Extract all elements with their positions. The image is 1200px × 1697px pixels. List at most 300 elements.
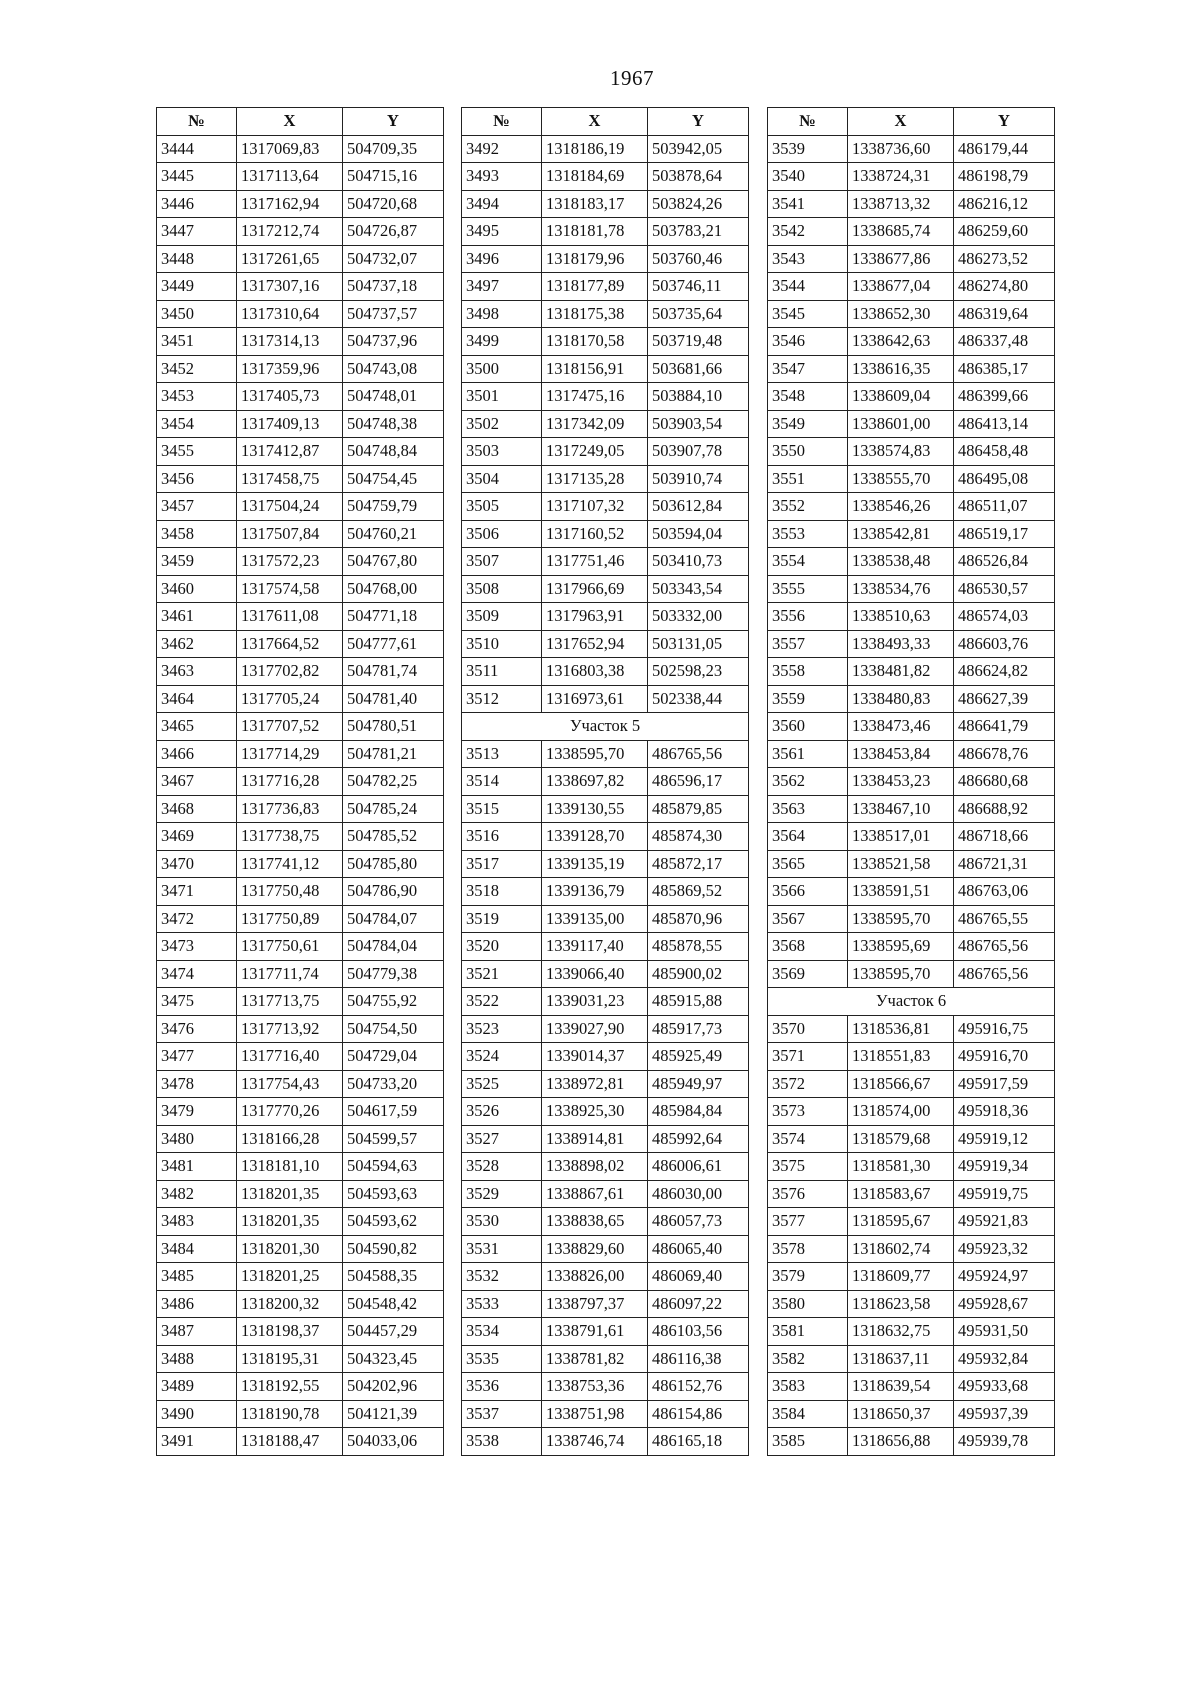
x-coordinate-cell: 1339135,00 bbox=[542, 905, 648, 933]
y-coordinate-cell: 495928,67 bbox=[954, 1290, 1055, 1318]
point-number-cell: 3533 bbox=[462, 1290, 542, 1318]
y-coordinate-cell: 504720,68 bbox=[343, 190, 444, 218]
point-number-cell: 3448 bbox=[157, 245, 237, 273]
point-number-cell: 3573 bbox=[768, 1098, 848, 1126]
x-coordinate-cell: 1317707,52 bbox=[237, 713, 343, 741]
table-row bbox=[768, 300, 1055, 328]
x-coordinate-cell: 1338546,26 bbox=[848, 493, 954, 521]
x-coordinate-cell: 1318201,25 bbox=[237, 1263, 343, 1291]
table-row bbox=[157, 905, 444, 933]
table-row bbox=[157, 1015, 444, 1043]
x-coordinate-cell: 1318201,35 bbox=[237, 1208, 343, 1236]
x-coordinate-cell: 1339014,37 bbox=[542, 1043, 648, 1071]
point-number-cell: 3454 bbox=[157, 410, 237, 438]
x-coordinate-cell: 1339027,90 bbox=[542, 1015, 648, 1043]
point-number-cell: 3539 bbox=[768, 135, 848, 163]
y-coordinate-cell: 504737,57 bbox=[343, 300, 444, 328]
table-row bbox=[157, 300, 444, 328]
point-number-cell: 3464 bbox=[157, 685, 237, 713]
table-row bbox=[768, 465, 1055, 493]
x-coordinate-cell: 1338555,70 bbox=[848, 465, 954, 493]
point-number-cell: 3500 bbox=[462, 355, 542, 383]
x-coordinate-cell: 1338826,00 bbox=[542, 1263, 648, 1291]
table-row bbox=[462, 328, 749, 356]
table-row bbox=[768, 960, 1055, 988]
point-number-cell: 3553 bbox=[768, 520, 848, 548]
x-coordinate-cell: 1338746,74 bbox=[542, 1428, 648, 1456]
x-coordinate-cell: 1317574,58 bbox=[237, 575, 343, 603]
y-coordinate-cell: 504767,80 bbox=[343, 548, 444, 576]
table-row bbox=[768, 713, 1055, 741]
y-coordinate-cell: 495917,59 bbox=[954, 1070, 1055, 1098]
y-coordinate-cell: 486624,82 bbox=[954, 658, 1055, 686]
x-coordinate-cell: 1317405,73 bbox=[237, 383, 343, 411]
point-number-cell: 3532 bbox=[462, 1263, 542, 1291]
table-row bbox=[157, 163, 444, 191]
x-coordinate-cell: 1338914,81 bbox=[542, 1125, 648, 1153]
y-coordinate-cell: 495919,75 bbox=[954, 1180, 1055, 1208]
table-row bbox=[157, 438, 444, 466]
x-coordinate-cell: 1317652,94 bbox=[542, 630, 648, 658]
point-number-cell: 3492 bbox=[462, 135, 542, 163]
table-row bbox=[768, 1070, 1055, 1098]
x-coordinate-cell: 1338595,70 bbox=[848, 960, 954, 988]
y-coordinate-cell: 504781,21 bbox=[343, 740, 444, 768]
table-row bbox=[768, 218, 1055, 246]
point-number-cell: 3522 bbox=[462, 988, 542, 1016]
x-coordinate-cell: 1317475,16 bbox=[542, 383, 648, 411]
point-number-cell: 3572 bbox=[768, 1070, 848, 1098]
x-coordinate-cell: 1317770,26 bbox=[237, 1098, 343, 1126]
point-number-cell: 3499 bbox=[462, 328, 542, 356]
point-number-cell: 3508 bbox=[462, 575, 542, 603]
y-coordinate-cell: 495919,34 bbox=[954, 1153, 1055, 1181]
section-title: Участок 6 bbox=[768, 988, 1055, 1016]
x-coordinate-cell: 1338829,60 bbox=[542, 1235, 648, 1263]
point-number-cell: 3486 bbox=[157, 1290, 237, 1318]
point-number-cell: 3574 bbox=[768, 1125, 848, 1153]
x-coordinate-cell: 1318201,35 bbox=[237, 1180, 343, 1208]
x-coordinate-cell: 1317458,75 bbox=[237, 465, 343, 493]
y-coordinate-cell: 503719,48 bbox=[648, 328, 749, 356]
table-row bbox=[157, 1235, 444, 1263]
x-coordinate-cell: 1318183,17 bbox=[542, 190, 648, 218]
y-coordinate-cell: 486678,76 bbox=[954, 740, 1055, 768]
table-row bbox=[157, 740, 444, 768]
table-row bbox=[462, 355, 749, 383]
x-coordinate-cell: 1338797,37 bbox=[542, 1290, 648, 1318]
y-coordinate-cell: 504737,96 bbox=[343, 328, 444, 356]
x-coordinate-cell: 1318200,32 bbox=[237, 1290, 343, 1318]
y-coordinate-cell: 503884,10 bbox=[648, 383, 749, 411]
point-number-cell: 3511 bbox=[462, 658, 542, 686]
y-coordinate-cell: 495932,84 bbox=[954, 1345, 1055, 1373]
y-coordinate-cell: 495916,70 bbox=[954, 1043, 1055, 1071]
y-coordinate-cell: 485925,49 bbox=[648, 1043, 749, 1071]
table-row bbox=[768, 1208, 1055, 1236]
table-row bbox=[768, 905, 1055, 933]
x-coordinate-cell: 1318198,37 bbox=[237, 1318, 343, 1346]
point-number-cell: 3516 bbox=[462, 823, 542, 851]
point-number-cell: 3494 bbox=[462, 190, 542, 218]
table-row bbox=[157, 190, 444, 218]
x-coordinate-cell: 1338724,31 bbox=[848, 163, 954, 191]
y-coordinate-cell: 504748,84 bbox=[343, 438, 444, 466]
point-number-cell: 3472 bbox=[157, 905, 237, 933]
table-row bbox=[157, 960, 444, 988]
y-coordinate-cell: 486006,61 bbox=[648, 1153, 749, 1181]
x-coordinate-cell: 1318609,77 bbox=[848, 1263, 954, 1291]
point-number-cell: 3557 bbox=[768, 630, 848, 658]
y-coordinate-cell: 486154,86 bbox=[648, 1400, 749, 1428]
point-number-cell: 3501 bbox=[462, 383, 542, 411]
y-coordinate-cell: 486718,66 bbox=[954, 823, 1055, 851]
y-coordinate-cell: 504548,42 bbox=[343, 1290, 444, 1318]
point-number-cell: 3493 bbox=[462, 163, 542, 191]
y-coordinate-cell: 495918,36 bbox=[954, 1098, 1055, 1126]
point-number-cell: 3566 bbox=[768, 878, 848, 906]
point-number-cell: 3512 bbox=[462, 685, 542, 713]
table-row bbox=[462, 1345, 749, 1373]
x-coordinate-cell: 1318623,58 bbox=[848, 1290, 954, 1318]
table-row bbox=[768, 1400, 1055, 1428]
header-num: № bbox=[768, 108, 848, 136]
y-coordinate-cell: 504781,40 bbox=[343, 685, 444, 713]
table-row bbox=[157, 1373, 444, 1401]
y-coordinate-cell: 486274,80 bbox=[954, 273, 1055, 301]
x-coordinate-cell: 1317069,83 bbox=[237, 135, 343, 163]
x-coordinate-cell: 1318156,91 bbox=[542, 355, 648, 383]
table-row bbox=[462, 548, 749, 576]
x-coordinate-cell: 1338751,98 bbox=[542, 1400, 648, 1428]
point-number-cell: 3517 bbox=[462, 850, 542, 878]
x-coordinate-cell: 1317705,24 bbox=[237, 685, 343, 713]
y-coordinate-cell: 504755,92 bbox=[343, 988, 444, 1016]
y-coordinate-cell: 503594,04 bbox=[648, 520, 749, 548]
y-coordinate-cell: 504593,63 bbox=[343, 1180, 444, 1208]
table-row bbox=[157, 1070, 444, 1098]
y-coordinate-cell: 486065,40 bbox=[648, 1235, 749, 1263]
table-row bbox=[768, 135, 1055, 163]
point-number-cell: 3476 bbox=[157, 1015, 237, 1043]
header-x: X bbox=[237, 108, 343, 136]
table-row bbox=[768, 933, 1055, 961]
table-header-row bbox=[462, 108, 749, 136]
x-coordinate-cell: 1338480,83 bbox=[848, 685, 954, 713]
x-coordinate-cell: 1339130,55 bbox=[542, 795, 648, 823]
point-number-cell: 3535 bbox=[462, 1345, 542, 1373]
x-coordinate-cell: 1317716,28 bbox=[237, 768, 343, 796]
point-number-cell: 3471 bbox=[157, 878, 237, 906]
header-num: № bbox=[157, 108, 237, 136]
point-number-cell: 3506 bbox=[462, 520, 542, 548]
point-number-cell: 3554 bbox=[768, 548, 848, 576]
page-number: 1967 bbox=[610, 66, 654, 90]
y-coordinate-cell: 504785,24 bbox=[343, 795, 444, 823]
x-coordinate-cell: 1317664,52 bbox=[237, 630, 343, 658]
point-number-cell: 3524 bbox=[462, 1043, 542, 1071]
x-coordinate-cell: 1317751,46 bbox=[542, 548, 648, 576]
point-number-cell: 3545 bbox=[768, 300, 848, 328]
point-number-cell: 3531 bbox=[462, 1235, 542, 1263]
point-number-cell: 3563 bbox=[768, 795, 848, 823]
point-number-cell: 3459 bbox=[157, 548, 237, 576]
y-coordinate-cell: 486337,48 bbox=[954, 328, 1055, 356]
x-coordinate-cell: 1317307,16 bbox=[237, 273, 343, 301]
y-coordinate-cell: 504033,06 bbox=[343, 1428, 444, 1456]
point-number-cell: 3453 bbox=[157, 383, 237, 411]
x-coordinate-cell: 1317162,94 bbox=[237, 190, 343, 218]
point-number-cell: 3461 bbox=[157, 603, 237, 631]
point-number-cell: 3581 bbox=[768, 1318, 848, 1346]
x-coordinate-cell: 1338609,04 bbox=[848, 383, 954, 411]
y-coordinate-cell: 504784,04 bbox=[343, 933, 444, 961]
x-coordinate-cell: 1338534,76 bbox=[848, 575, 954, 603]
x-coordinate-cell: 1318188,47 bbox=[237, 1428, 343, 1456]
coordinates-table-3 bbox=[767, 107, 1055, 1456]
point-number-cell: 3520 bbox=[462, 933, 542, 961]
table-row bbox=[157, 465, 444, 493]
x-coordinate-cell: 1318581,30 bbox=[848, 1153, 954, 1181]
x-coordinate-cell: 1318536,81 bbox=[848, 1015, 954, 1043]
table-row bbox=[768, 658, 1055, 686]
point-number-cell: 3489 bbox=[157, 1373, 237, 1401]
point-number-cell: 3580 bbox=[768, 1290, 848, 1318]
section-title: Участок 5 bbox=[462, 713, 749, 741]
x-coordinate-cell: 1318181,10 bbox=[237, 1153, 343, 1181]
y-coordinate-cell: 486765,55 bbox=[954, 905, 1055, 933]
x-coordinate-cell: 1318166,28 bbox=[237, 1125, 343, 1153]
x-coordinate-cell: 1339066,40 bbox=[542, 960, 648, 988]
table-row bbox=[462, 1125, 749, 1153]
section-row bbox=[768, 988, 1055, 1016]
point-number-cell: 3467 bbox=[157, 768, 237, 796]
y-coordinate-cell: 486069,40 bbox=[648, 1263, 749, 1291]
x-coordinate-cell: 1338601,00 bbox=[848, 410, 954, 438]
table-row bbox=[157, 630, 444, 658]
table-row bbox=[768, 1043, 1055, 1071]
y-coordinate-cell: 485872,17 bbox=[648, 850, 749, 878]
y-coordinate-cell: 503903,54 bbox=[648, 410, 749, 438]
y-coordinate-cell: 486057,73 bbox=[648, 1208, 749, 1236]
table-row bbox=[768, 1428, 1055, 1456]
y-coordinate-cell: 504759,79 bbox=[343, 493, 444, 521]
y-coordinate-cell: 504121,39 bbox=[343, 1400, 444, 1428]
coordinates-table-1 bbox=[156, 107, 444, 1456]
x-coordinate-cell: 1318179,96 bbox=[542, 245, 648, 273]
point-number-cell: 3549 bbox=[768, 410, 848, 438]
x-coordinate-cell: 1317507,84 bbox=[237, 520, 343, 548]
x-coordinate-cell: 1317714,29 bbox=[237, 740, 343, 768]
y-coordinate-cell: 503131,05 bbox=[648, 630, 749, 658]
point-number-cell: 3550 bbox=[768, 438, 848, 466]
header-y: Y bbox=[954, 108, 1055, 136]
x-coordinate-cell: 1339128,70 bbox=[542, 823, 648, 851]
y-coordinate-cell: 503760,46 bbox=[648, 245, 749, 273]
table-row bbox=[462, 878, 749, 906]
table-row bbox=[768, 685, 1055, 713]
y-coordinate-cell: 486530,57 bbox=[954, 575, 1055, 603]
y-coordinate-cell: 504782,25 bbox=[343, 768, 444, 796]
x-coordinate-cell: 1338481,82 bbox=[848, 658, 954, 686]
point-number-cell: 3503 bbox=[462, 438, 542, 466]
point-number-cell: 3540 bbox=[768, 163, 848, 191]
x-coordinate-cell: 1338753,36 bbox=[542, 1373, 648, 1401]
y-coordinate-cell: 495924,97 bbox=[954, 1263, 1055, 1291]
y-coordinate-cell: 503746,11 bbox=[648, 273, 749, 301]
table-row bbox=[768, 630, 1055, 658]
y-coordinate-cell: 485879,85 bbox=[648, 795, 749, 823]
point-number-cell: 3478 bbox=[157, 1070, 237, 1098]
x-coordinate-cell: 1338510,63 bbox=[848, 603, 954, 631]
table-row bbox=[462, 383, 749, 411]
y-coordinate-cell: 504768,00 bbox=[343, 575, 444, 603]
y-coordinate-cell: 486097,22 bbox=[648, 1290, 749, 1318]
table-row bbox=[157, 1400, 444, 1428]
x-coordinate-cell: 1318637,11 bbox=[848, 1345, 954, 1373]
table-row bbox=[768, 493, 1055, 521]
y-coordinate-cell: 504754,45 bbox=[343, 465, 444, 493]
table-row bbox=[768, 768, 1055, 796]
x-coordinate-cell: 1317212,74 bbox=[237, 218, 343, 246]
x-coordinate-cell: 1338781,82 bbox=[542, 1345, 648, 1373]
y-coordinate-cell: 486399,66 bbox=[954, 383, 1055, 411]
x-coordinate-cell: 1318190,78 bbox=[237, 1400, 343, 1428]
point-number-cell: 3530 bbox=[462, 1208, 542, 1236]
y-coordinate-cell: 504748,38 bbox=[343, 410, 444, 438]
point-number-cell: 3509 bbox=[462, 603, 542, 631]
x-coordinate-cell: 1318201,30 bbox=[237, 1235, 343, 1263]
table-row bbox=[462, 1180, 749, 1208]
table-row bbox=[462, 575, 749, 603]
table-row bbox=[462, 1153, 749, 1181]
y-coordinate-cell: 486116,38 bbox=[648, 1345, 749, 1373]
y-coordinate-cell: 495931,50 bbox=[954, 1318, 1055, 1346]
x-coordinate-cell: 1318595,67 bbox=[848, 1208, 954, 1236]
x-coordinate-cell: 1318566,67 bbox=[848, 1070, 954, 1098]
point-number-cell: 3525 bbox=[462, 1070, 542, 1098]
table-row bbox=[462, 465, 749, 493]
x-coordinate-cell: 1317160,52 bbox=[542, 520, 648, 548]
table-row bbox=[157, 850, 444, 878]
x-coordinate-cell: 1338517,01 bbox=[848, 823, 954, 851]
y-coordinate-cell: 495939,78 bbox=[954, 1428, 1055, 1456]
y-coordinate-cell: 485992,64 bbox=[648, 1125, 749, 1153]
table-row bbox=[157, 355, 444, 383]
y-coordinate-cell: 504780,51 bbox=[343, 713, 444, 741]
table-row bbox=[462, 493, 749, 521]
y-coordinate-cell: 486259,60 bbox=[954, 218, 1055, 246]
y-coordinate-cell: 485949,97 bbox=[648, 1070, 749, 1098]
point-number-cell: 3446 bbox=[157, 190, 237, 218]
table-row bbox=[462, 1400, 749, 1428]
point-number-cell: 3518 bbox=[462, 878, 542, 906]
x-coordinate-cell: 1317261,65 bbox=[237, 245, 343, 273]
x-coordinate-cell: 1338925,30 bbox=[542, 1098, 648, 1126]
x-coordinate-cell: 1338521,58 bbox=[848, 850, 954, 878]
table-row bbox=[462, 1263, 749, 1291]
point-number-cell: 3468 bbox=[157, 795, 237, 823]
x-coordinate-cell: 1317716,40 bbox=[237, 1043, 343, 1071]
table-row bbox=[462, 1235, 749, 1263]
table-row bbox=[157, 795, 444, 823]
y-coordinate-cell: 503332,00 bbox=[648, 603, 749, 631]
y-coordinate-cell: 503907,78 bbox=[648, 438, 749, 466]
y-coordinate-cell: 485915,88 bbox=[648, 988, 749, 1016]
y-coordinate-cell: 486511,07 bbox=[954, 493, 1055, 521]
y-coordinate-cell: 504323,45 bbox=[343, 1345, 444, 1373]
point-number-cell: 3561 bbox=[768, 740, 848, 768]
table-row bbox=[768, 795, 1055, 823]
y-coordinate-cell: 495937,39 bbox=[954, 1400, 1055, 1428]
x-coordinate-cell: 1338591,51 bbox=[848, 878, 954, 906]
x-coordinate-cell: 1318579,68 bbox=[848, 1125, 954, 1153]
point-number-cell: 3543 bbox=[768, 245, 848, 273]
x-coordinate-cell: 1339136,79 bbox=[542, 878, 648, 906]
y-coordinate-cell: 504594,63 bbox=[343, 1153, 444, 1181]
y-coordinate-cell: 503783,21 bbox=[648, 218, 749, 246]
y-coordinate-cell: 504779,38 bbox=[343, 960, 444, 988]
table-row bbox=[462, 905, 749, 933]
table-row bbox=[157, 1043, 444, 1071]
table-row bbox=[462, 603, 749, 631]
point-number-cell: 3568 bbox=[768, 933, 848, 961]
y-coordinate-cell: 504785,80 bbox=[343, 850, 444, 878]
y-coordinate-cell: 503612,84 bbox=[648, 493, 749, 521]
point-number-cell: 3475 bbox=[157, 988, 237, 1016]
y-coordinate-cell: 504785,52 bbox=[343, 823, 444, 851]
point-number-cell: 3447 bbox=[157, 218, 237, 246]
table-row bbox=[462, 850, 749, 878]
table-row bbox=[157, 410, 444, 438]
table-row bbox=[462, 795, 749, 823]
point-number-cell: 3495 bbox=[462, 218, 542, 246]
table-row bbox=[462, 658, 749, 686]
point-number-cell: 3507 bbox=[462, 548, 542, 576]
table-row bbox=[462, 630, 749, 658]
y-coordinate-cell: 486273,52 bbox=[954, 245, 1055, 273]
table-row bbox=[768, 273, 1055, 301]
x-coordinate-cell: 1317713,75 bbox=[237, 988, 343, 1016]
table-row bbox=[157, 218, 444, 246]
x-coordinate-cell: 1338473,46 bbox=[848, 713, 954, 741]
table-row bbox=[157, 383, 444, 411]
x-coordinate-cell: 1318192,55 bbox=[237, 1373, 343, 1401]
table-row bbox=[768, 1318, 1055, 1346]
x-coordinate-cell: 1317754,43 bbox=[237, 1070, 343, 1098]
x-coordinate-cell: 1318602,74 bbox=[848, 1235, 954, 1263]
y-coordinate-cell: 504726,87 bbox=[343, 218, 444, 246]
x-coordinate-cell: 1318184,69 bbox=[542, 163, 648, 191]
point-number-cell: 3534 bbox=[462, 1318, 542, 1346]
y-coordinate-cell: 486688,92 bbox=[954, 795, 1055, 823]
point-number-cell: 3538 bbox=[462, 1428, 542, 1456]
y-coordinate-cell: 486413,14 bbox=[954, 410, 1055, 438]
y-coordinate-cell: 486641,79 bbox=[954, 713, 1055, 741]
table-header-row bbox=[768, 108, 1055, 136]
y-coordinate-cell: 486596,17 bbox=[648, 768, 749, 796]
table-row bbox=[157, 685, 444, 713]
point-number-cell: 3456 bbox=[157, 465, 237, 493]
table-row bbox=[462, 1373, 749, 1401]
y-coordinate-cell: 495919,12 bbox=[954, 1125, 1055, 1153]
x-coordinate-cell: 1316973,61 bbox=[542, 685, 648, 713]
point-number-cell: 3537 bbox=[462, 1400, 542, 1428]
y-coordinate-cell: 504715,16 bbox=[343, 163, 444, 191]
x-coordinate-cell: 1317713,92 bbox=[237, 1015, 343, 1043]
point-number-cell: 3541 bbox=[768, 190, 848, 218]
table-row bbox=[462, 1318, 749, 1346]
